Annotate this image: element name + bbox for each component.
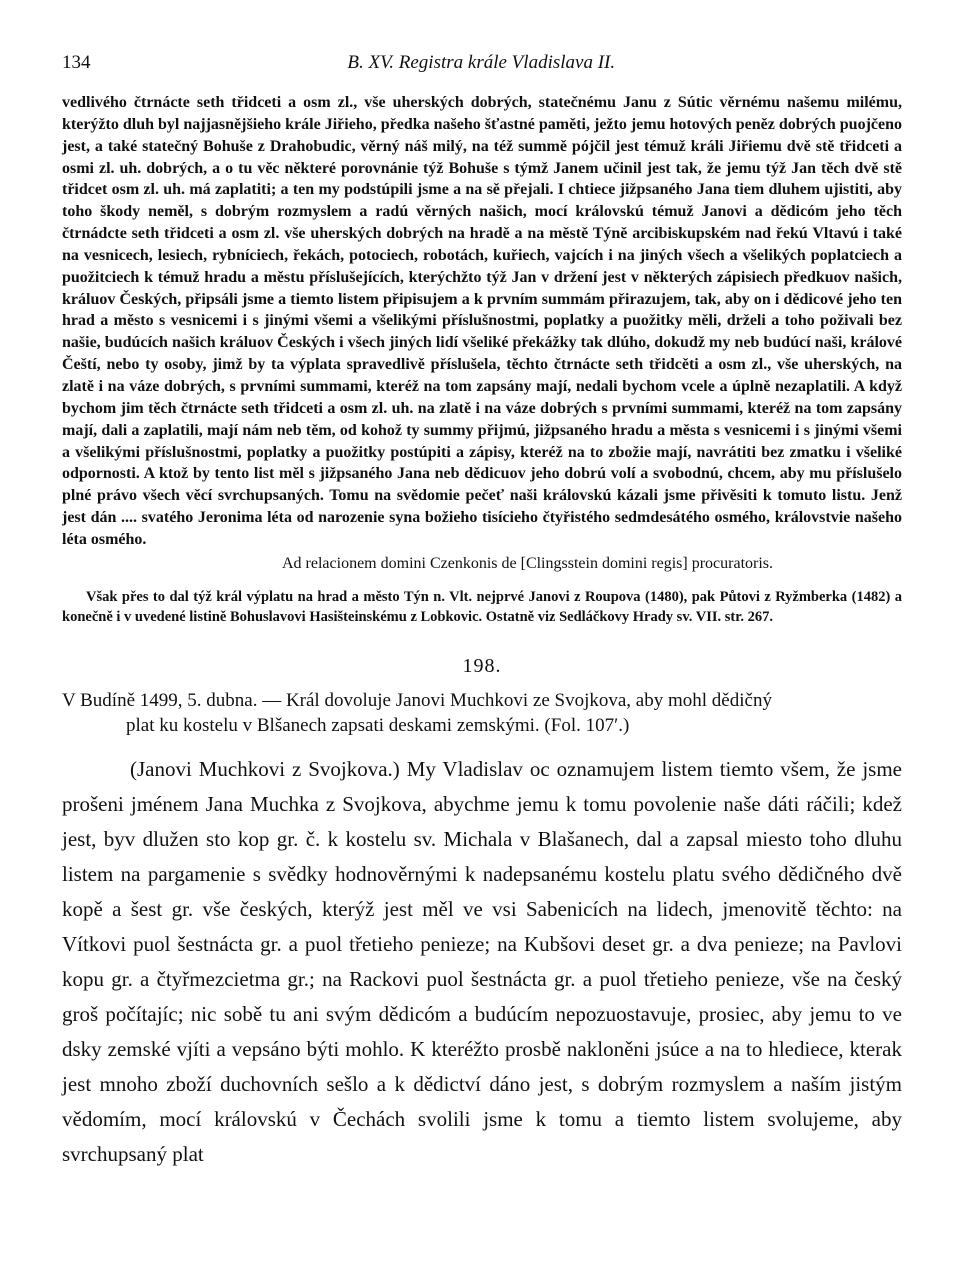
regest-line-2: plat ku kostelu v Blšanech zapsati deskami zemskými. (Fol. 107′.): [126, 714, 630, 736]
page-header: [62, 52, 902, 92]
editorial-note-text: Však přes to dal týž král výplatu na hrad a město Týn n. Vlt. nejprvé Janovi z Roupova (1480), pak Půtovi z Ryžmberka (1482) a konečně i v uvedené listině Bohuslavovi Hasišteinskému z Lobkovic. Ostatně viz Sedláčkovy Hrady sv. VII. str. 267.: [62, 588, 902, 625]
relation-note: Ad relacionem domini Czenkonis de [Clingsstein domini regis] procuratoris.: [282, 554, 774, 572]
document-body: (Janovi Muchkovi z Svojkova.) My Vladislav oc oznamujem listem tiemto všem, že jsme prošeni jménem Jana Muchka z Svojkova, abychme jemu k tomu povolenie naše dáti ráčili; kdež jest, byv dlužen sto kop gr. č. k kostelu sv. Michala v Blašanech, dal a zapsal miesto toho dluhu listem na pargamenie s svědky hodnověrnými k nadepsanému kostelu platu svého dědičného dvě kopě a šest gr. vše českých, kterýž jest měl ve vsi Sabenicích na lidech, jmenovitě těchto: na Vítkovi puol šestnácta gr. a puol třetieho penieze; na Kubšovi deset gr. a dva penieze; na Pavlovi kopu gr. a čtyřmezcietma gr.; na Rackovi puol šestnácta gr. a puol třetieho penieze, vše na český groš počítajíc; nic sobě tu ani svým dědicóm a budúcím nepozuostavuje, prosiec, aby jemu to ve dsky zemské vjíti a vepsáno býti mohlo. K kteréžto prosbě nakloněni jsúce a na to hlediece, kterak jest mnoho zboží duchovních sešlo a k dědictví dáno jest, s dobrým rozmyslem a naším jistým vědomím, mocí královskú v Čechách svolili jsme k tomu a tiemto listem svolujeme, aby svrchupsaný plat: [62, 756, 902, 1166]
book-page: [62, 52, 902, 1172]
editorial-note: [62, 587, 902, 627]
running-title: B. XV. Registra krále Vladislava II.: [347, 52, 616, 73]
regest-line-1: V Budíně 1499, 5. dubna. — Král dovoluje Janovi Muchkovi ze Svojkova, aby mohl dědičný: [62, 689, 772, 711]
previous-document-text: [62, 92, 902, 551]
page-number: 134: [62, 52, 91, 73]
document-number: 198.: [462, 654, 502, 677]
regest: [62, 688, 902, 738]
previous-document-paragraph: vedlivého čtrnácte seth třidceti a osm zl., vše uherských dobrých, statečnému Janu z Sútic věrnému našemu milému, kterýžto dluh byl najjasnějšieho krále Jiřieho, předka našeho šťastné paměti, ježto jemu hotových peněz dobrých puojčeno jest, a také statečný Bohuše z Drahobudic, věrný náš milý, na též summě pójčil jest témuž králi Jiřiemu dvě stě třidceti a osmi zl. uh. dobrých, a o tu věc některé porovnánie týž Bohuše s týmž Janem učinil jest tak, že jemu týž Jan těch dvě stě třidcet osm zl. uh. má zaplatiti; a ten my podstúpili jsme a na sě přejali. I chtiece jižpsaného Jana tiem dluhem ujistiti, aby toho škody neměl, s dobrým rozmyslem a radú věrných našich, mocí královskú témuž Janovi a dědicóm jeho těch čtrnádcte seth třidceti a osm zl. vše uherských dobrých na hradě a na městě Týně arcibiskupském nad řekú Vltavú i také na vesnicech, lesiech, rybníciech, řekách, potociech, robotách, kuřiech, vajcích i na jiných všech a všelikých poplatciech a puožitciech k témuž hradu a městu příslušejících, kterýchžto týž Jan v držení jest v některých zápisiech předkuov našich, králuov Českých, připsáli jsme a tiemto listem připisujem a k prvním summám přirazujem, tak, aby on i dědicové jeho ten hrad a město s vesnicemi i s jinými všemi a všelikými příslušnostmi, poplatky a puožitky měli, drželi a toho poživali bez našie, budúcích našich králuov Českých i všech jiných lidí všeliké překážky tak dlúho, dokudž my neb budúcí naši, králové Čeští, nebo ty osoby, jimž by ta výplata spravedlivě příslušela, těchto čtrnácte seth třidcěti a osm zl., vše uherských, na zlatě i na váze dobrých, s prvními summami, kteréž na tom zapsány mají, nedali bychom vcele a úplně nezaplatili. A když bychom jim těch čtrnácte seth třidceti a osm zl. uh. na zlatě i na váze dobrých s prvními summami, kteréž na tom zapsány mají, dali a zaplatili, mají nám neb těm, od kohož ty summy přijmú, jižpsaného hradu a města s vesnicemi i s jinými všemi a všelikými příslušnostmi, poplatky a puožitky postúpiti a zápisy, kteréž na to zbožie mají, navrátiti bez zmatku i všeliké odpornosti. A ktož by tento list měl s jižpsaného Jana neb dědicuov jeho dobrú volí a svobodnú, chcem, aby mu příslušelo plné právo všech věcí svrchupsaných. Tomu na svědomie pečeť naši královskú kázali jsme přivěsiti k tomuto listu. Jenž jest dán .... svatého Jeronima léta od narozenie syna božieho tisícieho čtyřistého sedmdesátého osmého, královstvie našeho léta osmého.: [62, 94, 902, 548]
